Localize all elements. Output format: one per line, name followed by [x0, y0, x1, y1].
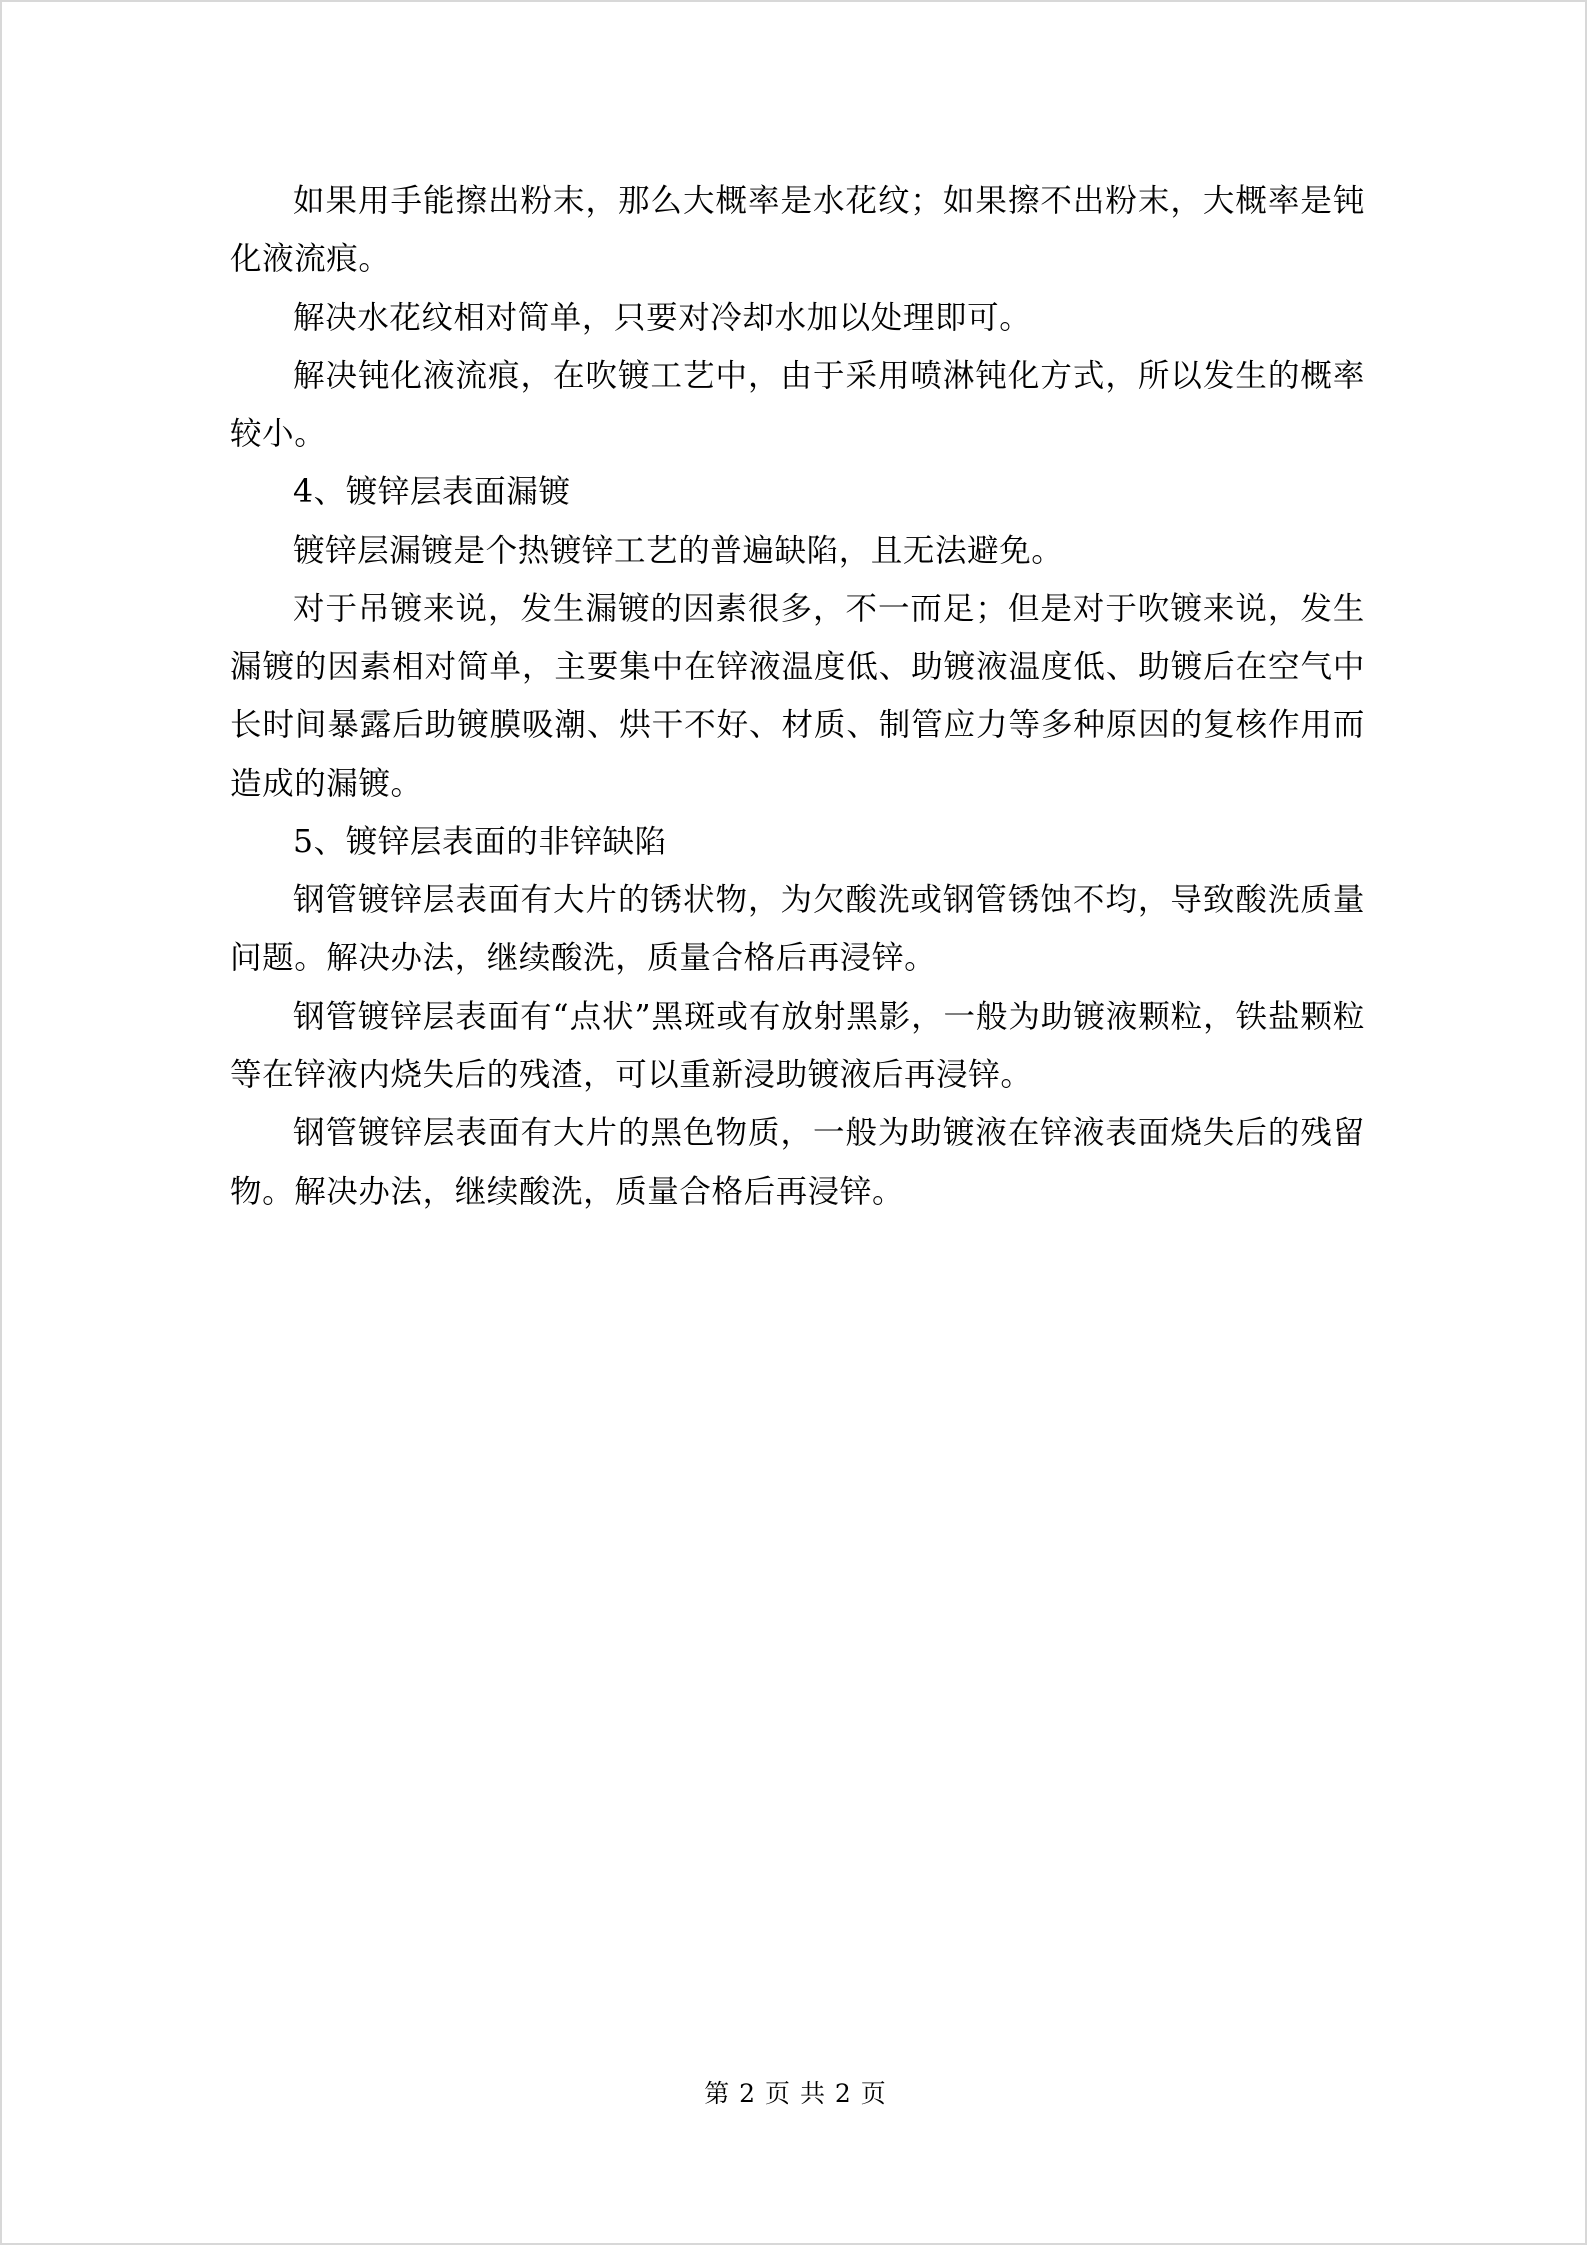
paragraph: 钢管镀锌层表面有“点状”黑斑或有放射黑影，一般为助镀液颗粒，铁盐颗粒等在锌液内烧失后的残渣，可以重新浸助镀液后再浸锌。 [230, 998, 1365, 1093]
paragraph: 解决钝化液流痕，在吹镀工艺中，由于采用喷淋钝化方式，所以发生的概率较小。 [230, 357, 1365, 453]
section-heading-4: 4、镀锌层表面漏镀 [293, 474, 571, 511]
page-footer: 第 2 页 共 2 页 [704, 2079, 887, 2108]
paragraph: 镀锌层漏镀是个热镀锌工艺的普遍缺陷，且无法避免。 [293, 532, 1064, 569]
paragraph: 如果用手能擦出粉末，那么大概率是水花纹；如果擦不出粉末，大概率是钝化液流痕。 [230, 183, 1365, 278]
document-body [230, 172, 1365, 1221]
paragraph: 钢管镀锌层表面有大片的锈状物，为欠酸洗或钢管锈蚀不均，导致酸洗质量问题。解决办法，继续酸洗，质量合格后再浸锌。 [230, 882, 1365, 977]
section-heading-5: 5、镀锌层表面的非锌缺陷 [293, 823, 667, 860]
paragraph: 解决水花纹相对简单，只要对冷却水加以处理即可。 [293, 299, 1032, 336]
paragraph: 钢管镀锌层表面有大片的黑色物质，一般为助镀液在锌液表面烧失后的残留物。解决办法，继续酸洗，质量合格后再浸锌。 [230, 1115, 1365, 1210]
paragraph: 对于吊镀来说，发生漏镀的因素很多，不一而足；但是对于吹镀来说，发生漏镀的因素相对简单，主要集中在锌液温度低、助镀液温度低、助镀后在空气中长时间暴露后助镀膜吸潮、烘干不好、材质、制管应力等多种原因的复核作用而造成的漏镀。 [230, 590, 1365, 802]
